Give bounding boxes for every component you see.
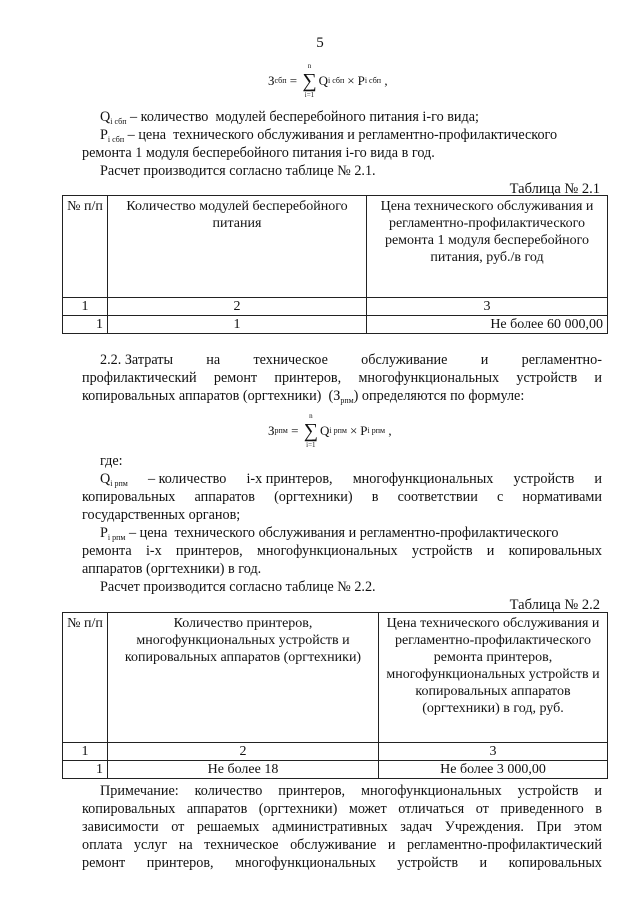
formula-tail: , [385, 423, 392, 438]
word: ремонт [213, 370, 258, 386]
table-number-cell: 1 [63, 298, 108, 316]
word: нормативами [522, 489, 602, 505]
note-line2 [82, 800, 602, 818]
formula-q-sub: i рпм [329, 426, 347, 435]
word: 2.2. Затраты [100, 352, 173, 368]
table-2-1 [62, 195, 608, 334]
word: (оргтехники) [258, 801, 338, 817]
table-cell: Не более 18 [108, 761, 379, 779]
formula-ups [268, 62, 388, 100]
word: в [595, 801, 602, 817]
word: ремонта [82, 543, 132, 559]
word: Примечание: [100, 783, 179, 799]
word: многофункциональных [361, 783, 502, 799]
table-number-cell: 1 [63, 743, 108, 761]
sum-symbol: n ∑ i=1 [302, 62, 317, 99]
word: техническое [204, 837, 279, 853]
word: и [594, 783, 602, 799]
word: соответствии [397, 489, 478, 505]
formula-q: Q [318, 73, 329, 88]
word: количество [194, 783, 263, 799]
formula-tail: , [381, 73, 388, 88]
table-caption-2-2: Таблица № 2.2 [509, 597, 600, 613]
word: обслуживание [361, 352, 448, 368]
section-2-2-line2 [82, 369, 602, 387]
word: услуг [133, 837, 168, 853]
calc-note-2: Расчет производится согласно таблице № 2.2. [100, 579, 376, 595]
note-line3 [82, 818, 602, 836]
formula-lhs-sub: рпм [274, 426, 288, 435]
word: и [486, 543, 495, 559]
word: Учреждения. [444, 819, 524, 835]
word: с [496, 489, 504, 505]
word: устройств [517, 783, 579, 799]
word: оплата [82, 837, 123, 853]
table-2-2 [62, 612, 608, 779]
table-cell: 1 [63, 316, 108, 334]
word: и [594, 471, 602, 487]
word: i-х [145, 543, 162, 559]
word: При [536, 819, 562, 835]
word: административных [271, 819, 388, 835]
definition-text: – цена технического обслуживания и регламентно-профилактического [125, 525, 559, 541]
formula-equals: = [286, 73, 301, 88]
text: ) определяются по формуле: [353, 388, 525, 404]
word: копировальных [508, 543, 602, 559]
section-2-2-line3 [82, 387, 602, 410]
symbol: P [100, 127, 108, 143]
formula-p: P [360, 423, 368, 438]
word: и [387, 837, 396, 853]
table-header-cell: Цена технического обслуживания и регламентно-профилактического ремонта 1 модуля бесперебойного питания, руб./в год [367, 196, 608, 298]
word: решаемых [196, 819, 260, 835]
table-header-cell: № п/п [63, 613, 108, 743]
formula-q: Q [319, 423, 330, 438]
table-cell: 1 [63, 761, 108, 779]
word: этом [574, 819, 602, 835]
formula-lhs-sub: сбп [274, 76, 287, 85]
word: аппаратов [194, 489, 255, 505]
word: и [594, 370, 602, 386]
word: устройств [513, 471, 575, 487]
table-number-cell: 3 [379, 743, 608, 761]
word: приведенного [500, 801, 584, 817]
table-header-cell: Количество модулей бесперебойного питания [108, 196, 367, 298]
formula-q-sub: i сбп [328, 76, 345, 85]
word: принтеров, [146, 855, 214, 871]
symbol-sub: i сбп [107, 135, 125, 144]
table-header-cell: № п/п [63, 196, 108, 298]
word: многофункциональных [256, 543, 398, 559]
word: принтеров, [175, 543, 243, 559]
def-q-rpm-line2 [82, 488, 602, 506]
section-2-2-line1 [100, 351, 602, 369]
note-line4 [82, 836, 602, 854]
symbol-sub: i рпм [110, 479, 128, 488]
word: принтеров, [274, 370, 342, 386]
calc-note-1: Расчет производится согласно таблице № 2.1. [100, 163, 376, 179]
table-header-cell: Цена технического обслуживания и регламентно-профилактического ремонта принтеров, многофункциональных устройств и копировальных аппаратов (оргтехники) в год, руб. [379, 613, 608, 743]
page-number: 5 [316, 35, 324, 51]
note-line5 [82, 854, 602, 872]
word: от [171, 819, 185, 835]
formula-lhs: З [268, 423, 275, 438]
table-number-cell: 2 [108, 298, 367, 316]
word: на [206, 352, 221, 368]
formula-p-sub: i рпм [367, 426, 386, 435]
table-cell: Не более 3 000,00 [379, 761, 608, 779]
word: техническое [253, 352, 328, 368]
word: и [480, 352, 489, 368]
word: копировальных [82, 489, 176, 505]
def-p-sbp-cont: ремонта 1 модуля бесперебойного питания i-го вида в год. [82, 145, 435, 161]
word: зависимости [82, 819, 159, 835]
table-cell: Не более 60 000,00 [367, 316, 608, 334]
word: отличаться [398, 801, 465, 817]
word: копировальных [508, 855, 602, 871]
formula-lhs: З [268, 73, 275, 88]
word: профилактический [82, 370, 197, 386]
word: устройств [516, 370, 578, 386]
formula-times: × [349, 423, 358, 438]
def-q-rpm-line3: государственных органов; [82, 507, 241, 523]
word: – количество [147, 471, 227, 487]
formula-p-sub: i сбп [364, 76, 382, 85]
word: (оргтехники) [274, 489, 353, 505]
table-number-cell: 2 [108, 743, 379, 761]
table-cell: 1 [108, 316, 367, 334]
word: принтеров, [278, 783, 346, 799]
word: i-х принтеров, [246, 471, 333, 487]
formula-equals: = [287, 423, 302, 438]
formula-times: × [347, 73, 355, 88]
symbol: Q [100, 109, 111, 125]
def-p-rpm-line3: аппаратов (оргтехники) в год. [82, 561, 262, 577]
definition-text: – цена технического обслуживания и регламентно-профилактического [124, 127, 558, 143]
sum-lower: i=1 [306, 441, 316, 449]
word: многофункциональных [235, 855, 376, 871]
word: ремонт [82, 855, 126, 871]
text: копировальных аппаратов (оргтехники) (З [82, 388, 341, 404]
word: от [475, 801, 489, 817]
word: задач [400, 819, 433, 835]
formula-p: P [357, 73, 365, 88]
word: регламентно-профилактический [406, 837, 602, 853]
word: многофункциональных [352, 471, 494, 487]
word: устройств [411, 543, 473, 559]
where-label: где: [100, 453, 123, 469]
word: копировальных [82, 801, 176, 817]
word: и [479, 855, 488, 871]
symbol: P [100, 525, 108, 541]
symbol-sub: i рпм [107, 533, 126, 542]
sum-upper: n [307, 62, 312, 70]
word: может [348, 801, 387, 817]
word: многофункциональных [358, 370, 500, 386]
word: устройств [397, 855, 459, 871]
table-caption-2-1: Таблица № 2.1 [509, 181, 600, 197]
word: регламентно- [521, 352, 602, 368]
word: в [371, 489, 379, 505]
note-line1 [100, 782, 602, 800]
definition-text: – количество модулей бесперебойного питания i-го вида; [126, 109, 479, 125]
symbol-sub: i сбп [110, 117, 127, 126]
word: обслуживание [290, 837, 377, 853]
word: на [178, 837, 193, 853]
sum-symbol: n ∑ i=1 [303, 412, 318, 449]
def-p-rpm-line2 [82, 542, 602, 560]
sum-upper: n [309, 412, 313, 420]
formula-printers [268, 412, 392, 450]
symbol-sub: рпм [340, 396, 354, 405]
symbol: Q [100, 471, 111, 487]
word: аппаратов [186, 801, 248, 817]
table-header-cell: Количество принтеров, многофункциональных устройств и копировальных аппаратов (оргтехники) [108, 613, 379, 743]
table-number-cell: 3 [367, 298, 608, 316]
sum-lower: i=1 [304, 91, 315, 99]
